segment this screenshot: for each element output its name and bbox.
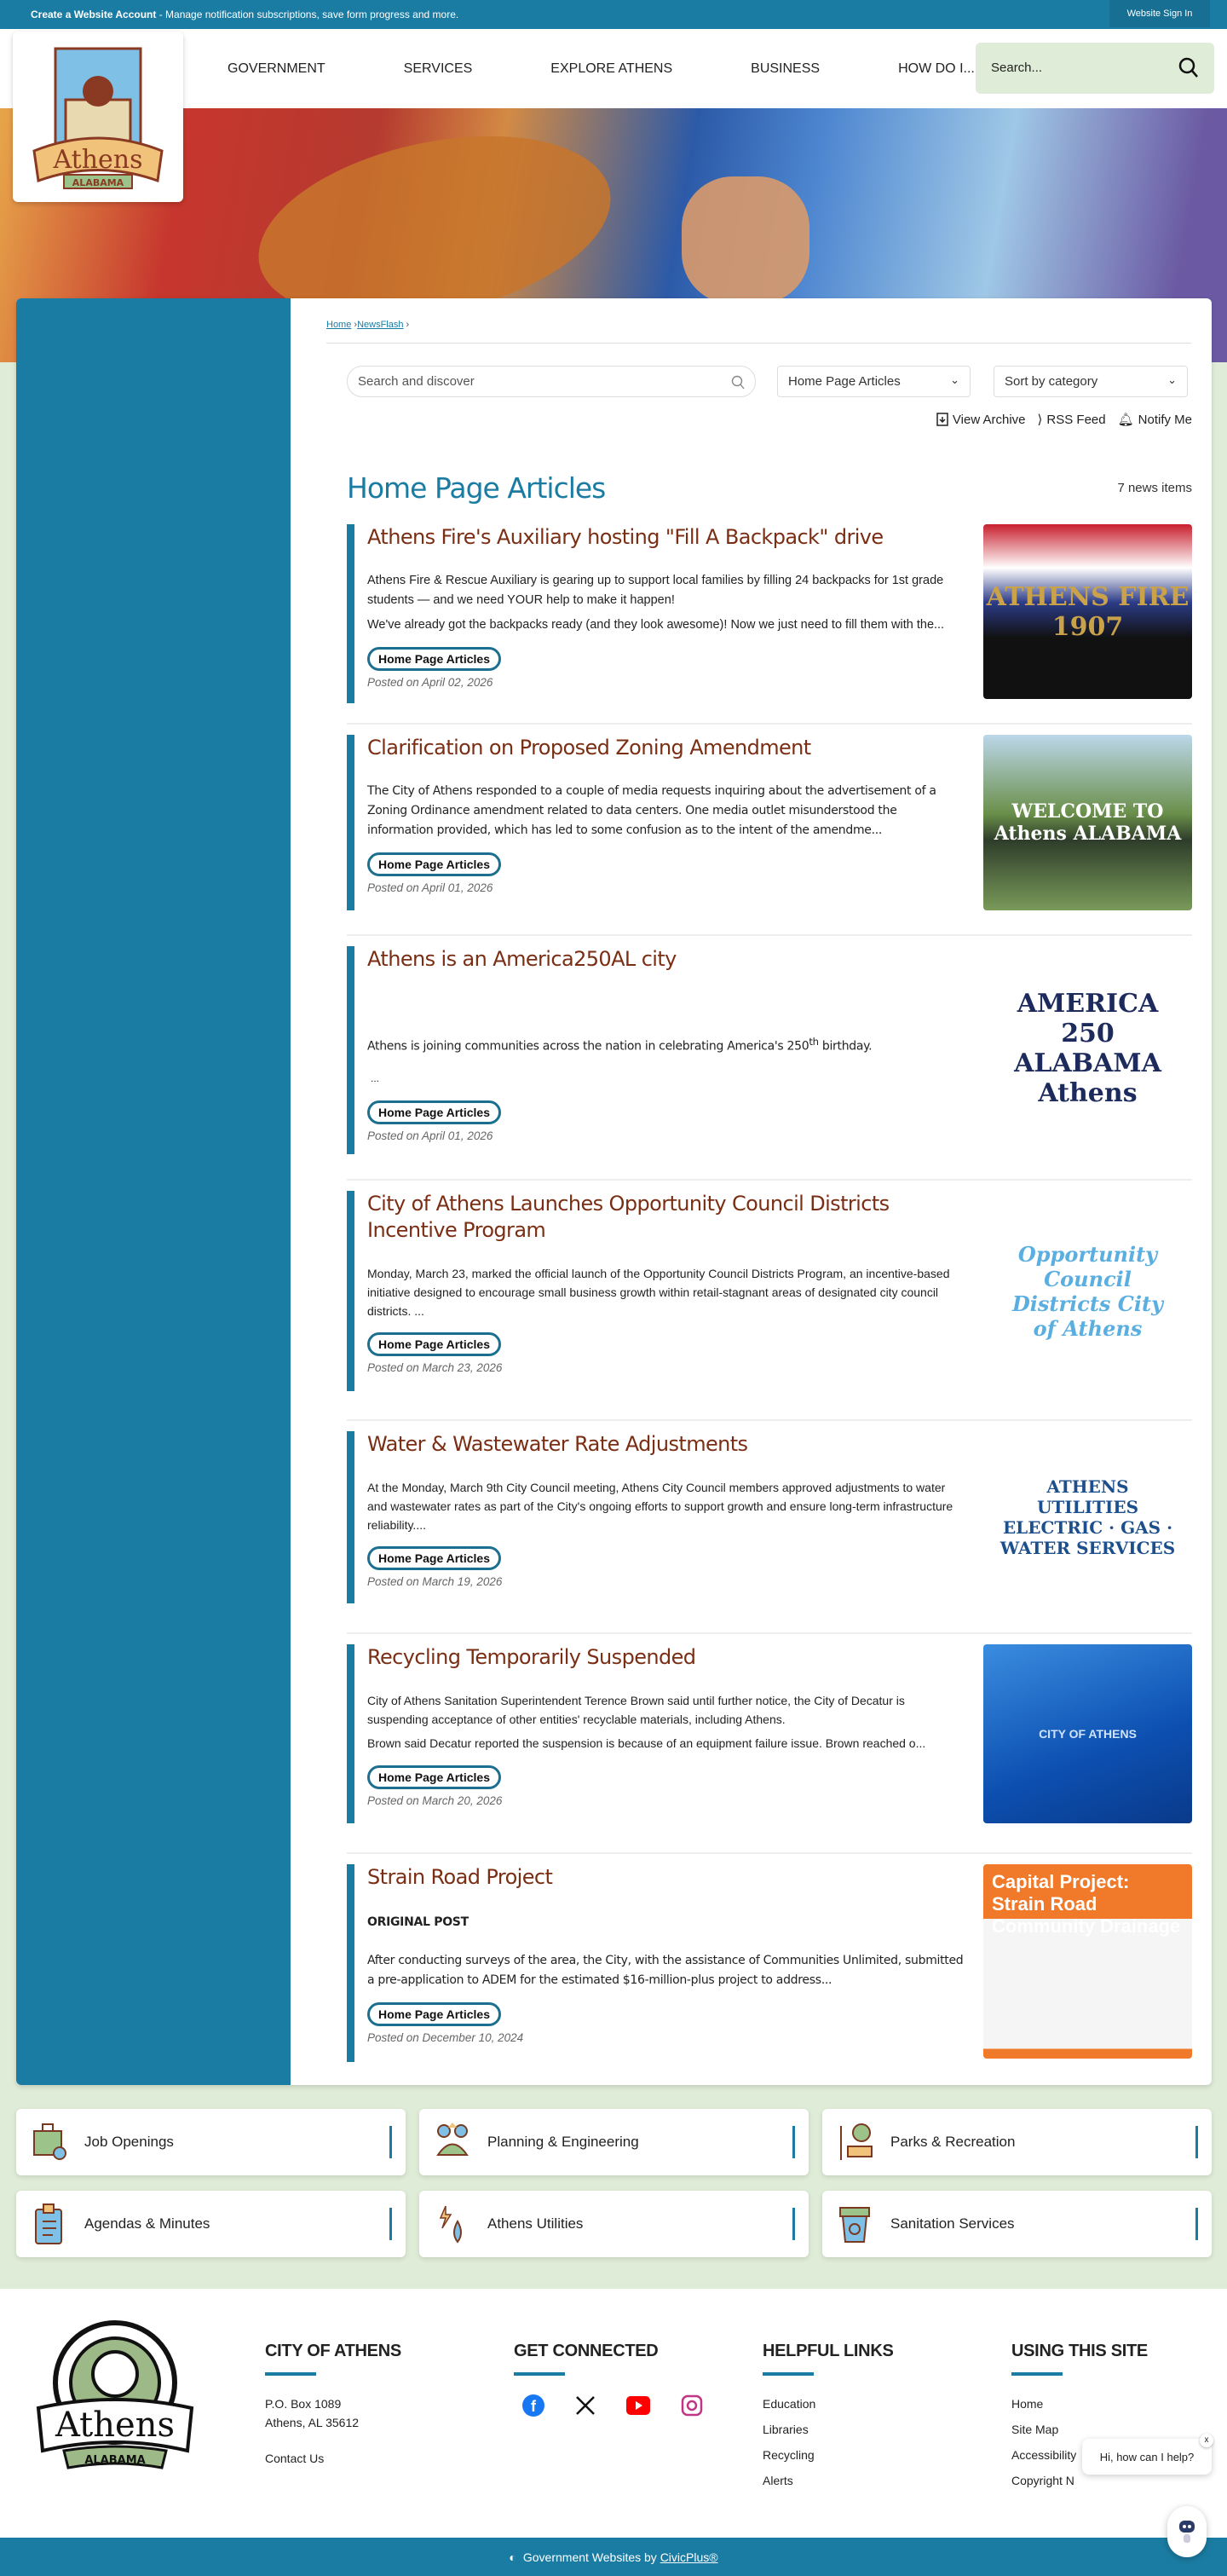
view-archive-label: View Archive <box>952 412 1026 427</box>
website-sign-in-button[interactable]: Website Sign In <box>1109 0 1210 27</box>
category-value: Home Page Articles <box>788 374 901 389</box>
category-tag[interactable]: Home Page Articles <box>367 1765 501 1789</box>
notify-label: Notify Me <box>1138 412 1192 427</box>
clipboard-icon <box>28 2203 71 2245</box>
news-search-input[interactable] <box>347 366 756 397</box>
news-item <box>347 1644 1192 1854</box>
rss-icon: ⟩ <box>1037 413 1043 427</box>
category-tag[interactable]: Home Page Articles <box>367 2002 501 2026</box>
youtube-icon[interactable] <box>626 2396 650 2415</box>
image-caption: ATHENS FIRE 1907 <box>986 581 1190 642</box>
x-twitter-icon[interactable] <box>575 2395 596 2416</box>
footer-heading: HELPFUL LINKS <box>763 2342 894 2360</box>
news-actions <box>936 412 1192 427</box>
news-item-title[interactable]: Water & Wastewater Rate Adjustments <box>367 1432 748 1456</box>
quicklink-label: Job Openings <box>84 2134 174 2150</box>
footer-link-education[interactable]: Education <box>763 2397 816 2411</box>
quicklink-parks-recreation[interactable] <box>822 2109 1212 2175</box>
nav-services[interactable]: SERVICES <box>403 61 473 76</box>
news-count: 7 news items <box>1117 481 1192 495</box>
footer <box>0 2289 1227 2538</box>
image-caption: CITY OF ATHENS <box>1039 1727 1137 1741</box>
quicklink-label: Agendas & Minutes <box>84 2215 210 2232</box>
sidebar <box>16 298 291 2085</box>
archive-icon <box>936 413 948 426</box>
svg-text:ALABAMA: ALABAMA <box>84 2454 146 2467</box>
create-account-desc: - Manage notification subscriptions, save form progress and more. <box>156 9 459 20</box>
news-item-image[interactable] <box>983 524 1192 699</box>
civicplus-text: Government Websites by <box>522 2550 660 2564</box>
footer-link-site-map[interactable]: Site Map <box>1011 2423 1059 2436</box>
svg-text:Athens: Athens <box>53 145 143 175</box>
news-item-ellipsis: ... <box>371 1071 380 1084</box>
quicklink-label: Athens Utilities <box>487 2215 584 2232</box>
news-item <box>347 946 1192 1181</box>
news-item-title[interactable]: Athens Fire's Auxiliary hosting "Fill A Backpack" drive <box>367 525 884 549</box>
civicplus-bar <box>0 2538 1227 2576</box>
footer-address: Athens, AL 35612 <box>265 2416 360 2429</box>
news-item <box>347 1191 1192 1421</box>
news-item-date: Posted on April 02, 2026 <box>367 676 493 689</box>
nav-business[interactable]: BUSINESS <box>751 61 821 76</box>
image-caption: Capital Project: Strain Road Community Drainage <box>992 1871 1181 1937</box>
top-bar <box>0 0 1227 29</box>
news-item-excerpt: Athens Fire & Rescue Auxiliary is gearing up to support local families by filling 24 backpacks for 1st grade students — and we need YOUR help to make it happen! <box>367 574 944 607</box>
news-item <box>347 1431 1192 1634</box>
breadcrumb-sep: › <box>406 320 410 330</box>
news-item-excerpt: City of Athens Sanitation Superintendent Terence Brown said until further notice, the City of Decatur is suspending acceptance of other entities' recyclable materials, including Athens. <box>367 1694 905 1726</box>
news-item-title[interactable]: Strain Road Project <box>367 1865 553 1889</box>
chatbot-button[interactable] <box>1167 2506 1207 2557</box>
footer-helpful-links <box>763 2342 894 2497</box>
quicklink-sanitation-services[interactable] <box>822 2191 1212 2257</box>
site-search-input[interactable]: Search... <box>991 61 1043 75</box>
news-item-excerpt: Brown said Decatur reported the suspension is because of an equipment failure issue. Brown reached o... <box>367 1736 926 1750</box>
news-item-date: Posted on April 01, 2026 <box>367 1129 493 1142</box>
notify-me-link[interactable] <box>1118 412 1192 427</box>
news-item-date: Posted on April 01, 2026 <box>367 881 493 894</box>
image-caption: AMERICA 250 ALABAMA Athens <box>1014 989 1161 1108</box>
footer-link-accessibility[interactable]: Accessibility <box>1011 2448 1077 2462</box>
breadcrumb-sep: › <box>354 320 358 330</box>
main-nav <box>196 29 975 108</box>
excerpt-text: birthday. <box>818 1039 873 1054</box>
footer-link-copyright[interactable]: Copyright N <box>1011 2474 1074 2487</box>
sort-value: Sort by category <box>1005 374 1098 389</box>
nav-explore-athens[interactable]: EXPLORE ATHENS <box>550 61 673 76</box>
park-bench-icon <box>834 2121 877 2163</box>
news-item-title[interactable]: Recycling Temporarily Suspended <box>367 1645 696 1669</box>
footer-connect <box>514 2342 703 2417</box>
news-item-excerpt <box>367 1032 964 1057</box>
image-caption: Opportunity Council Districts City of Athens <box>1011 1241 1164 1341</box>
news-list <box>347 524 1192 2069</box>
news-item-excerpt: The City of Athens responded to a couple of media requests inquiring about the advertisement of a Zoning Ordinance amendment related to data centers. One media outlet misunderstood the information provided, which has led to some confusion as to the intent of the amendme... <box>367 784 936 837</box>
news-item-date: Posted on March 20, 2026 <box>367 1794 503 1807</box>
water-bolt-icon <box>431 2203 474 2245</box>
nav-government[interactable]: GOVERNMENT <box>228 61 325 76</box>
category-tag[interactable]: Home Page Articles <box>367 1332 501 1356</box>
quicklink-label: Parks & Recreation <box>890 2134 1016 2150</box>
news-item-image[interactable] <box>983 1191 1192 1391</box>
footer-contact-link[interactable]: Contact Us <box>265 2452 325 2465</box>
news-item-date: Posted on December 10, 2024 <box>367 2031 524 2044</box>
excerpt-text: Athens is joining communities across the nation in celebrating America's 250 <box>367 1039 809 1054</box>
search-icon[interactable] <box>1178 57 1199 79</box>
divider <box>326 343 1191 344</box>
people-icon <box>431 2121 474 2163</box>
footer-link-libraries[interactable]: Libraries <box>763 2423 809 2436</box>
rss-label: RSS Feed <box>1046 412 1106 427</box>
footer-link-home[interactable]: Home <box>1011 2397 1044 2411</box>
page-title: Home Page Articles <box>347 471 606 505</box>
site-search[interactable] <box>976 43 1214 94</box>
footer-logo[interactable] <box>30 2314 200 2476</box>
footer-address: P.O. Box 1089 <box>265 2397 342 2411</box>
content-card <box>16 298 1212 2085</box>
news-item <box>347 735 1192 936</box>
instagram-icon[interactable] <box>681 2394 703 2417</box>
quicklink-label: Sanitation Services <box>890 2215 1015 2232</box>
news-item-image[interactable] <box>983 1644 1192 1823</box>
category-tag[interactable]: Home Page Articles <box>367 1546 501 1570</box>
trash-can-icon <box>834 2203 877 2245</box>
quicklink-athens-utilities[interactable] <box>419 2191 809 2257</box>
news-item-excerpt: At the Monday, March 9th City Council meeting, Athens City Council members approved adjustments to water and wastewater rates as part of the City's ongoing efforts to support growth and ensure long-term infrastructure reliability.... <box>367 1481 953 1532</box>
news-item-image[interactable] <box>983 1864 1192 2059</box>
footer-link-recycling[interactable]: Recycling <box>763 2448 815 2462</box>
chevron-down-icon: ⌄ <box>950 373 959 386</box>
category-tag[interactable]: Home Page Articles <box>367 852 501 876</box>
news-item <box>347 524 1192 725</box>
svg-text:f: f <box>531 2398 536 2415</box>
category-tag[interactable]: Home Page Articles <box>367 1100 501 1124</box>
footer-heading: USING THIS SITE <box>1011 2342 1148 2360</box>
search-icon[interactable] <box>731 375 745 390</box>
news-search-placeholder: Search and discover <box>358 374 475 389</box>
bell-icon: 🔔︎ <box>1117 413 1134 427</box>
svg-text:Athens: Athens <box>55 2406 175 2445</box>
image-caption: ATHENS UTILITIES ELECTRIC · GAS · WATER SERVICES <box>999 1476 1176 1558</box>
quicklink-planning-engineering[interactable] <box>419 2109 809 2175</box>
chat-close-button[interactable]: x <box>1200 2434 1213 2447</box>
create-account-banner[interactable] <box>31 9 458 20</box>
news-item-heading: ORIGINAL POST <box>367 1915 469 1929</box>
news-item-title[interactable]: City of Athens Launches Opportunity Council Districts Incentive Program <box>367 1192 890 1242</box>
news-item-excerpt: After conducting surveys of the area, the City, with the assistance of Communities Unlimited, submitted a pre-application to ADEM for the estimated $16-million-plus project to address... <box>367 1954 964 1987</box>
quick-links <box>16 2109 1212 2257</box>
create-account-link[interactable]: Create a Website Account <box>31 9 157 20</box>
view-archive-link[interactable] <box>936 412 1026 427</box>
footer-heading: CITY OF ATHENS <box>265 2342 401 2360</box>
svg-text:ALABAMA: ALABAMA <box>72 177 124 188</box>
site-logo[interactable] <box>13 32 183 202</box>
breadcrumb <box>326 320 409 330</box>
quicklink-label: Planning & Engineering <box>487 2134 639 2150</box>
footer-heading: GET CONNECTED <box>514 2342 659 2360</box>
category-select[interactable] <box>777 366 971 397</box>
footer-city <box>265 2342 401 2475</box>
news-item-excerpt: We've already got the backpacks ready (and they look awesome)! Now we just need to fill them with the... <box>367 618 945 632</box>
chat-prompt[interactable]: Hi, how can I help? <box>1082 2439 1212 2475</box>
news-item-image[interactable] <box>983 946 1192 1151</box>
facebook-icon[interactable] <box>522 2394 544 2417</box>
briefcase-search-icon <box>28 2121 71 2163</box>
sort-select[interactable] <box>994 366 1188 397</box>
rss-feed-link[interactable] <box>1038 412 1106 427</box>
news-item-title[interactable]: Athens is an America250AL city <box>367 947 677 971</box>
footer-link-alerts[interactable]: Alerts <box>763 2474 793 2487</box>
news-item <box>347 1864 1192 2069</box>
civicplus-icon: ◐ <box>509 2550 516 2564</box>
robot-icon <box>1178 2519 1196 2544</box>
civicplus-link[interactable]: CivicPlus® <box>660 2550 718 2564</box>
breadcrumb-home[interactable]: Home <box>326 320 352 330</box>
news-item-image[interactable] <box>983 1431 1192 1603</box>
chevron-down-icon: ⌄ <box>1167 373 1177 386</box>
category-tag[interactable]: Home Page Articles <box>367 647 501 671</box>
quicklink-agendas-minutes[interactable] <box>16 2191 406 2257</box>
image-caption: WELCOME TO Athens ALABAMA <box>994 800 1182 845</box>
news-item-excerpt: Monday, March 23, marked the official launch of the Opportunity Council Districts Program, an incentive-based initiative designed to encourage small business growth within retail-stagnant areas of designated city council districts. ... <box>367 1267 950 1318</box>
news-item-date: Posted on March 19, 2026 <box>367 1575 503 1588</box>
quicklink-job-openings[interactable] <box>16 2109 406 2175</box>
news-item-date: Posted on March 23, 2026 <box>367 1361 503 1374</box>
news-item-title[interactable]: Clarification on Proposed Zoning Amendment <box>367 736 811 760</box>
news-item-image[interactable] <box>983 735 1192 910</box>
breadcrumb-newsflash[interactable]: NewsFlash <box>357 320 404 330</box>
excerpt-sup: th <box>809 1036 819 1048</box>
nav-how-do-i[interactable]: HOW DO I... <box>898 61 975 76</box>
